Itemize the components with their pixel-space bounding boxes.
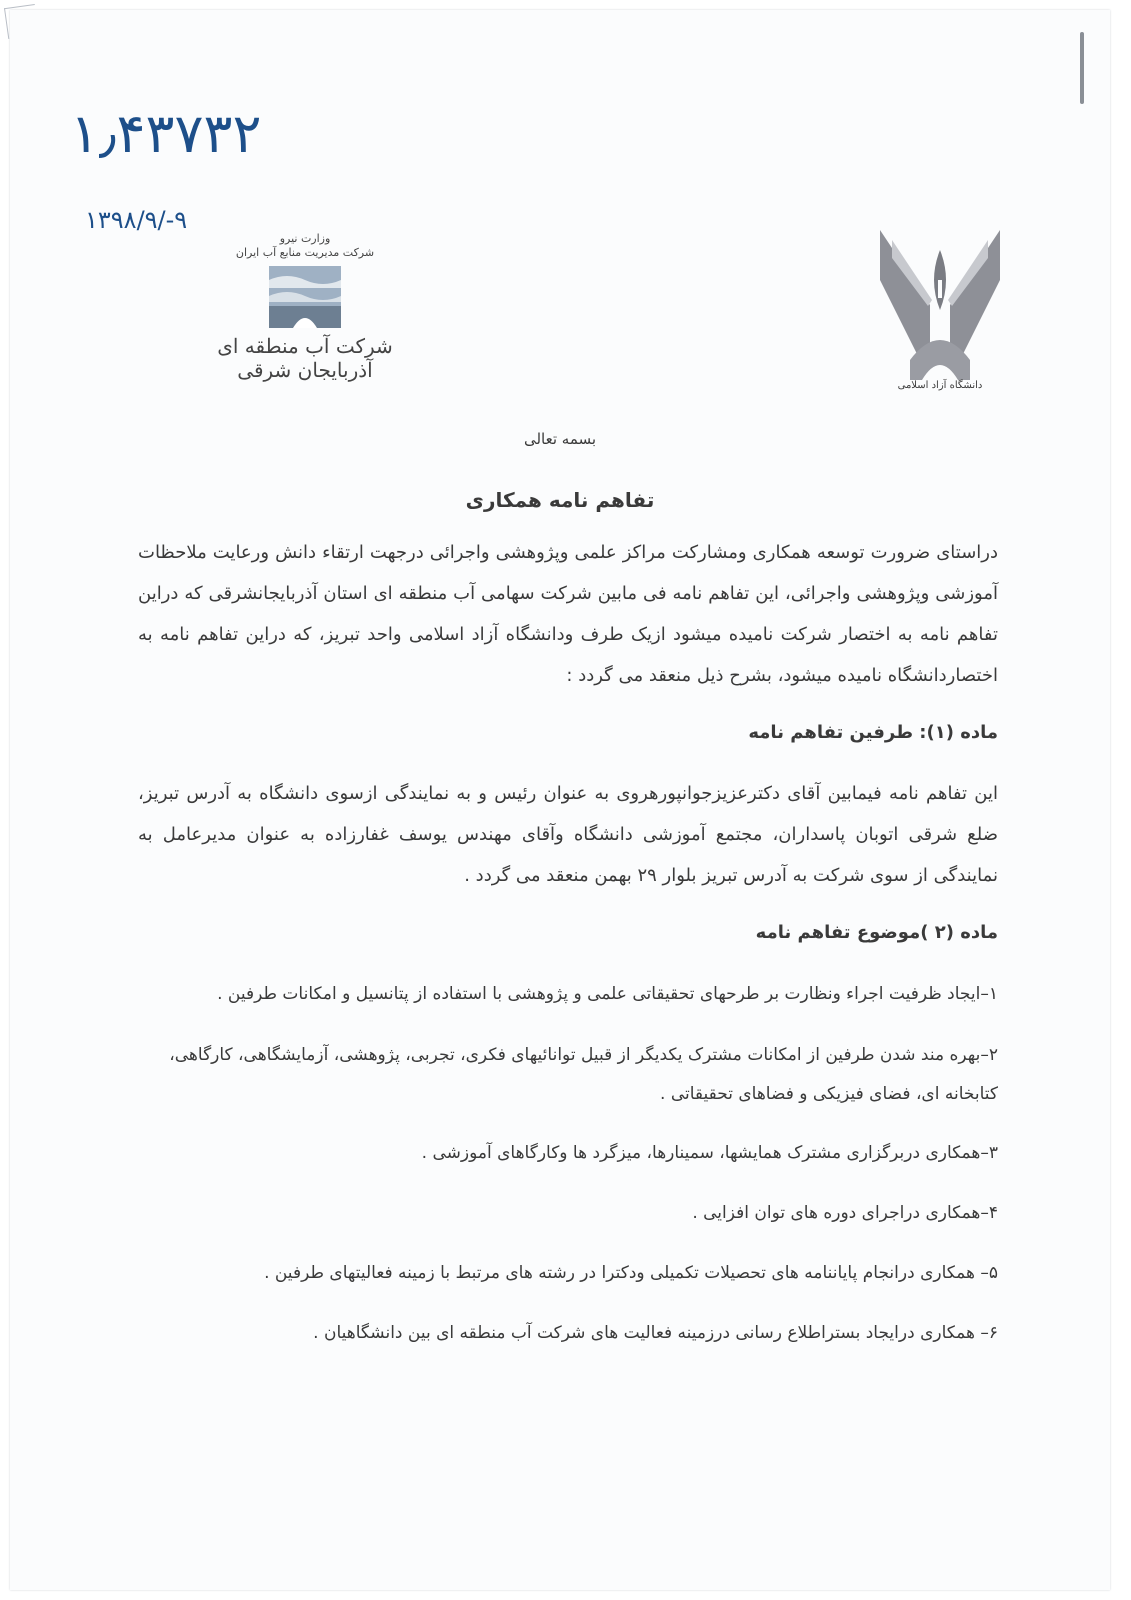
handwritten-number: ۱٫۴۳۷۳۲ <box>70 102 262 165</box>
article2-item-5: ۵– همکاری درانجام پایاننامه های تحصیلات تکمیلی ودکترا در رشته های مرتبط با زمینه فعالیتهای طرفین . <box>264 1263 998 1283</box>
bismillah-heading: بسمه تعالی <box>523 430 597 448</box>
company-name-label: شرکت آب منطقه ای آذربایجان شرقی <box>217 334 393 382</box>
article2-item-6: ۶– همکاری درایجاد بستراطلاع رسانی درزمینه فعالیت های شرکت آب منطقه ای بین دانشگاهیان . <box>313 1323 998 1343</box>
azad-university-logo <box>870 210 1010 410</box>
document-page <box>10 10 1110 1590</box>
article2-item-4: ۴–همکاری دراجرای دوره های توان افزایی . <box>692 1203 998 1223</box>
article2-item-1: ۱–ایجاد ظرفیت اجراء ونظارت بر طرحهای تحقیقاتی علمی و پژوهشی با استفاده از پتانسیل و امکانات طرفین . <box>217 984 998 1004</box>
staple-mark <box>1080 32 1084 104</box>
article2-item-2: ۲–بهره مند شدن طرفین از امکانات مشترک یکدیگر از قبیل توانائیهای فکری، تجربی، پژوهشی، آزمایشگاهی، کارگاهی، کتابخانه ای، فضای فیزیکی و فضاهای تحقیقاتی . <box>169 1045 998 1104</box>
folded-corner <box>4 4 39 39</box>
intro-paragraph: دراستای ضرورت توسعه همکاری ومشارکت مراکز علمی وپژوهشی واجرائی درجهت ارتقاء دانش ورعایت ملاحظات آموزشی وپژوهشی واجرائی، این تفاهم نامه فی مابین شرکت سهامی آب منطقه ای استان آذربایجانشرقی که دراین تفاهم نامه به اختصار شرکت نامیده میشود ازیک طرف ودانشگاه آزاد اسلامی واحد تبریز، که دراین تفاهم نامه به اختصاردانشگاه نامیده میشود، بشرح ذیل منعقد می گردد : <box>138 542 998 686</box>
article1-heading: ماده (۱): طرفین تفاهم نامه <box>748 722 998 743</box>
ministry-label: وزارت نیرو <box>279 232 331 245</box>
article2-heading: ماده (۲ )موضوع تفاهم نامه <box>755 922 998 943</box>
document-title: تفاهم نامه همکاری <box>465 488 655 512</box>
water-company-logo <box>210 232 400 382</box>
university-caption: دانشگاه آزاد اسلامی <box>897 380 983 391</box>
article1-paragraph: این تفاهم نامه فیمابین آقای دکترعزیزجوانپورهروی به عنوان رئیس و به نمایندگی ازسوی دانشگاه به آدرس تبریز، ضلع شرقی اتوبان پاسداران، مجتمع آموزشی دانشگاه وآقای مهندس یوسف غفارزاده به عنوان مدیرعامل به نمایندگی از سوی شرکت به آدرس تبریز بلوار ۲۹ بهمن منعقد می گردد . <box>138 783 998 886</box>
handwritten-date: ۱۳۹۸/۹/-۹ <box>85 206 188 234</box>
water-waves-icon <box>269 266 341 328</box>
holding-label: شرکت مدیریت منابع آب ایران <box>235 246 375 259</box>
article2-item-3: ۳–همکاری دربرگزاری مشترک همایشها، سمینارها، میزگرد ها وکارگاهای آموزشی . <box>421 1143 998 1163</box>
